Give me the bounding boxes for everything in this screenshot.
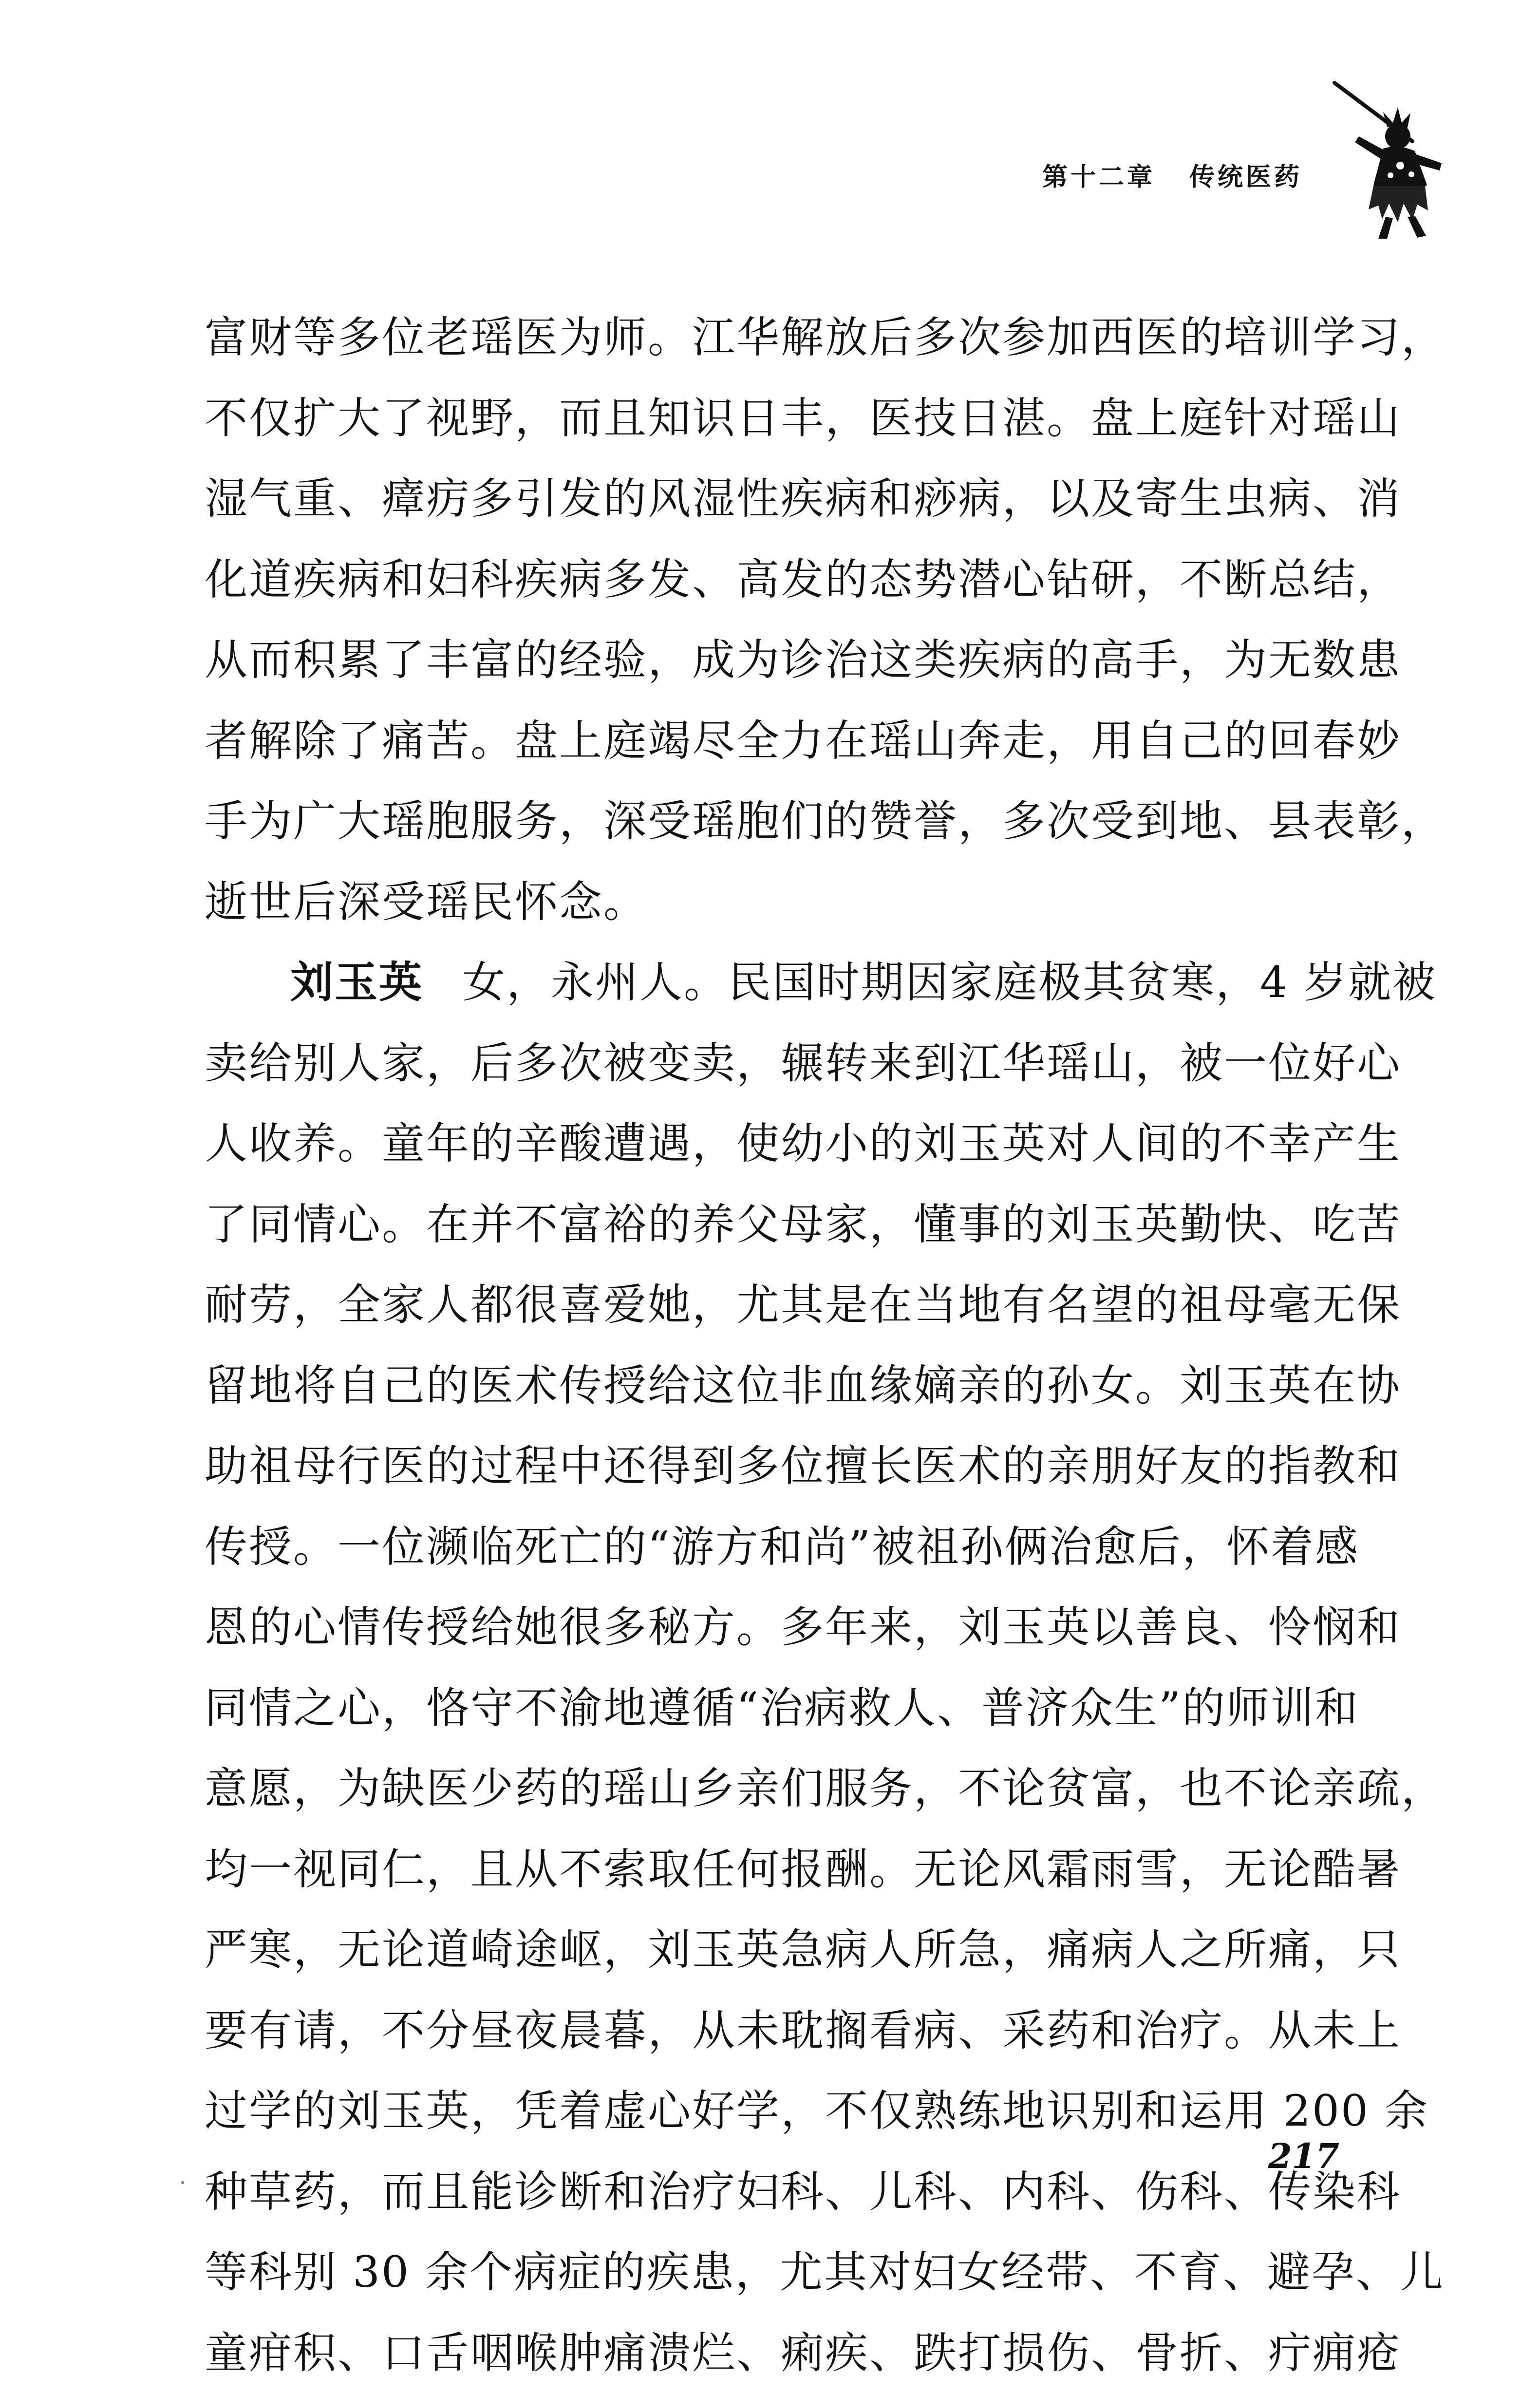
profile-name: 刘玉英 <box>290 957 423 1007</box>
profile-first-line-text: 女，永州人。民国时期因家庭极其贫寒，4 岁就被 <box>462 957 1437 1007</box>
scan-speck <box>181 2181 184 2184</box>
text-line: 耐劳，全家人都很喜爱她，尤其是在当地有名望的祖母毫无保 <box>205 1264 1339 1345</box>
text-line: 种草药，而且能诊断和治疗妇科、儿科、内科、伤科、传染科 <box>205 2151 1339 2232</box>
text-line: 不仅扩大了视野，而且知识日丰，医技日湛。盘上庭针对瑶山 <box>205 378 1339 459</box>
text-line: 同情之心，恪守不渝地遵循“治病救人、普济众生”的师训和 <box>205 1668 1339 1749</box>
dancing-warrior-figure-icon <box>1325 78 1451 244</box>
text-line: 意愿，为缺医少药的瑶山乡亲们服务，不论贫富，也不论亲疏， <box>205 1748 1339 1829</box>
text-line: 了同情心。在并不富裕的养父母家，懂事的刘玉英勤快、吃苦 <box>205 1184 1339 1265</box>
text-line: 恩的心情传授给她很多秘方。多年来，刘玉英以善良、怜悯和 <box>205 1587 1339 1668</box>
text-line: 等科别 30 余个病症的疾患，尤其对妇女经带、不育、避孕、儿 <box>205 2232 1339 2313</box>
text-line: 过学的刘玉英，凭着虚心好学，不仅熟练地识别和运用 200 余 <box>205 2071 1339 2151</box>
text-line: 均一视同仁，且从不索取任何报酬。无论风霜雨雪，无论酷暑 <box>205 1829 1339 1910</box>
text-line: 者解除了痛苦。盘上庭竭尽全力在瑶山奔走，用自己的回春妙 <box>205 700 1339 781</box>
text-line: 人收养。童年的辛酸遭遇，使幼小的刘玉英对人间的不幸产生 <box>205 1103 1339 1184</box>
running-header <box>1042 150 1354 199</box>
text-line: 手为广大瑶胞服务，深受瑶胞们的赞誉，多次受到地、县表彰， <box>205 781 1339 862</box>
text-line: 湿气重、瘴疠多引发的风湿性疾病和痧病，以及寄生虫病、消 <box>205 458 1339 539</box>
text-line: 传授。一位濒临死亡的“游方和尚”被祖孙俩治愈后，怀着感 <box>205 1507 1339 1587</box>
text-line: 化道疾病和妇科疾病多发、高发的态势潜心钻研，不断总结， <box>205 539 1339 620</box>
text-line: 童疳积、口舌咽喉肿痛溃烂、痢疾、跌打损伤、骨折、疔痈疮 <box>205 2313 1339 2393</box>
text-line: 从而积累了丰富的经验，成为诊治这类疾病的高手，为无数患 <box>205 620 1339 700</box>
text-line: 富财等多位老瑶医为师。江华解放后多次参加西医的培训学习， <box>205 297 1339 378</box>
body-text <box>205 297 1339 2393</box>
text-line: 助祖母行医的过程中还得到多位擅长医术的亲朋好友的指教和 <box>205 1426 1339 1507</box>
text-line: 留地将自己的医术传授给这位非血缘嫡亲的孙女。刘玉英在协 <box>205 1345 1339 1426</box>
profile-first-line <box>205 942 1339 1023</box>
text-line: 要有请，不分昼夜晨暮，从未耽搁看病、采药和治疗。从未上 <box>205 1990 1339 2071</box>
text-line: 逝世后深受瑶民怀念。 <box>205 862 1339 942</box>
text-line: 卖给别人家，后多次被变卖，辗转来到江华瑶山，被一位好心 <box>205 1023 1339 1104</box>
page-number: 217 <box>1257 2136 1339 2180</box>
chapter-label: 第十二章 <box>1042 156 1155 193</box>
section-label: 传统医药 <box>1189 156 1302 193</box>
text-line: 严寒，无论道崎途岖，刘玉英急病人所急，痛病人之所痛，只 <box>205 1909 1339 1990</box>
